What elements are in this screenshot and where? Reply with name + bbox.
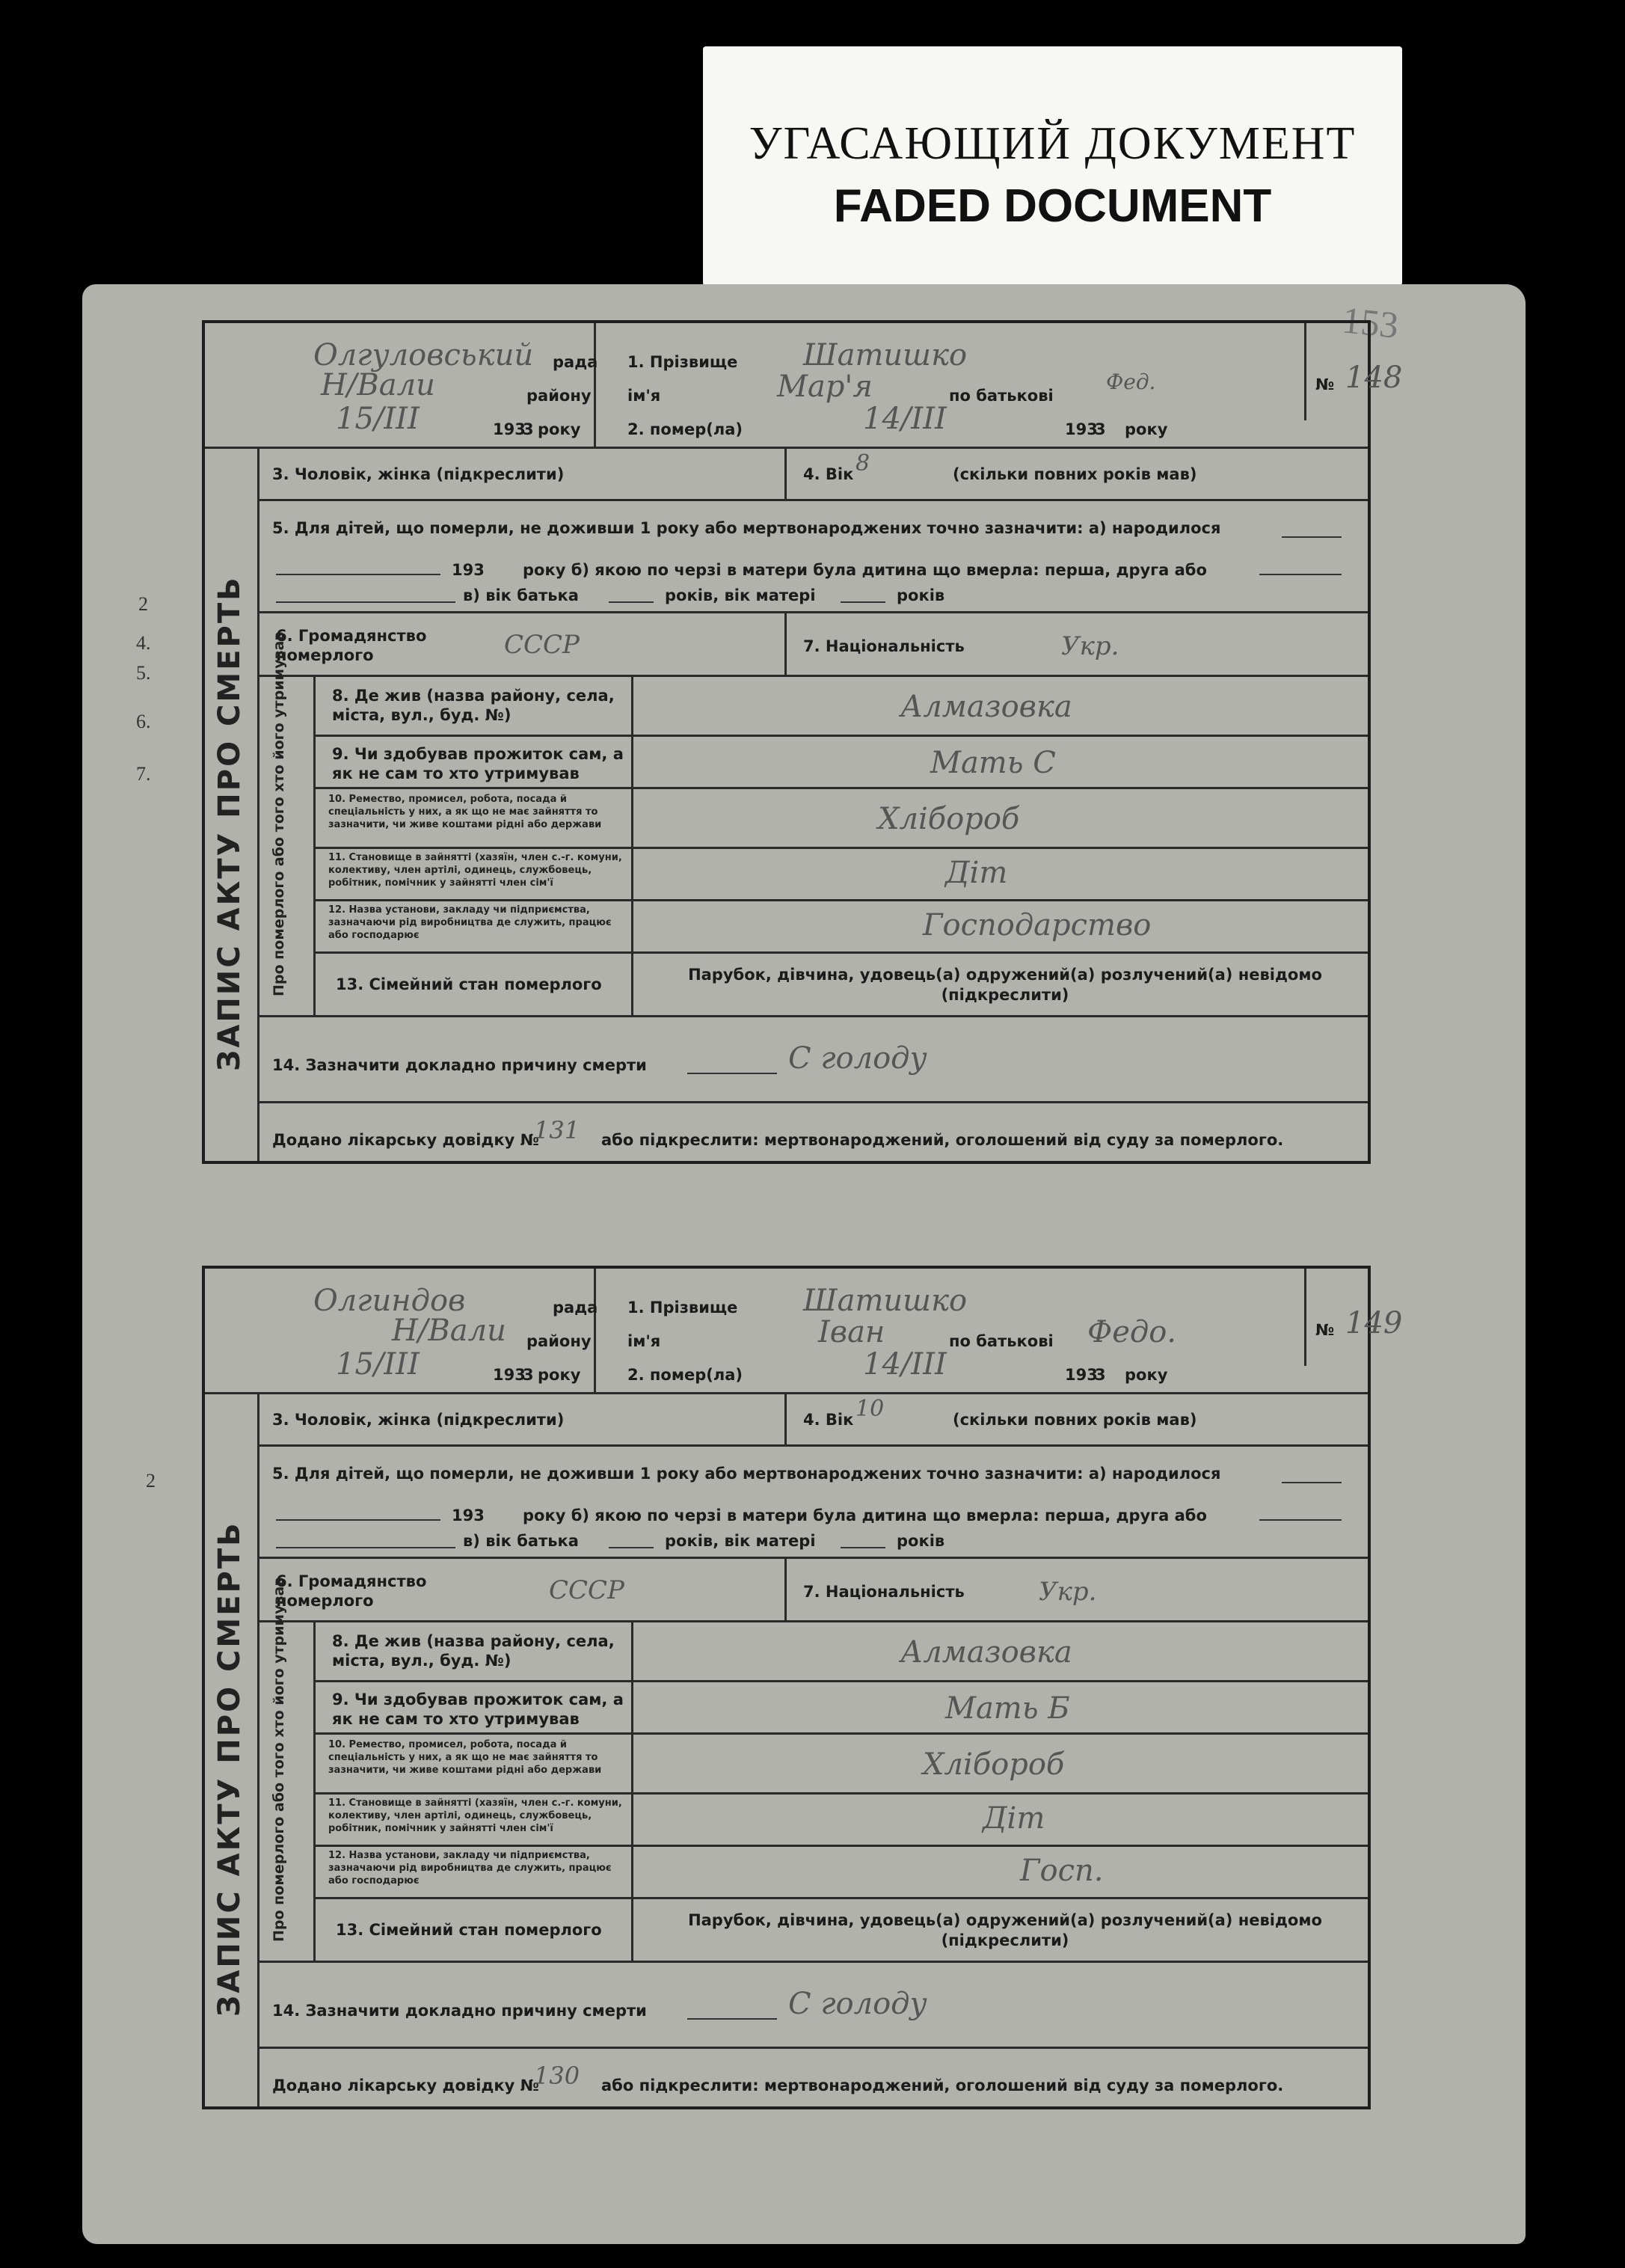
sex-label: 3. Чоловік, жінка (підкреслити) [272,465,565,483]
child-field-c: в) вік батька [463,1532,579,1550]
record-date-value: 15/III [336,1347,420,1382]
number-label: № [1315,376,1335,393]
cause-value: С голоду [788,1987,927,2021]
margin-number: 2 [138,593,148,615]
residence-value: Алмазовка [900,690,1072,724]
occupation-value: Хлібороб [878,802,1020,836]
died-year-digit: 3 [1095,420,1106,438]
died-date-value: 14/III [863,402,947,436]
year-prefix: 193 [493,420,526,438]
citizenship-label: 6. Громадянство померлого [276,1572,427,1610]
occupation-label: 10. Ремество, промисел, робота, посада й спеціальність у них, а як що не має зайняття то зазначити, чи живе коштами рідні або держави [328,794,602,830]
died-label: 2. помер(ла) [627,420,743,438]
position-value: Діт [945,856,1008,890]
marital-options: Парубок, дівчина, удовець(а) одружений(а) розлучений(а) невідомо (підкреслити) [688,1911,1322,1949]
nationality-label: 7. Національність [803,1583,965,1601]
occupation-label: 10. Ремество, промисел, робота, посада й спеціальність у них, а як що не має зайняття то зазначити, чи живе коштами рідні або держави [328,1739,602,1776]
died-year-prefix: 193 [1065,1366,1098,1384]
age-hint: (скільки повних років мав) [953,465,1197,483]
cause-label: 14. Зазначити докладно причину смерти [272,2002,647,2020]
workplace-label: 12. Назва установи, закладу чи підприємства, зазначаючи рід виробництва де служить, працює або господарює [328,904,612,941]
workplace-value: Господарство [923,908,1152,943]
support-label: 9. Чи здобував прожиток сам, а як не сам то хто утримував [332,745,624,782]
workplace-value: Госп. [1020,1854,1104,1888]
age-hint: (скільки повних років мав) [953,1411,1197,1429]
patronymic-value: Фед. [1106,370,1156,394]
margin-number: 7. [136,763,151,785]
certificate-number: 131 [534,1116,580,1144]
child-field-e: років [897,586,945,604]
nationality-value: Укр. [1061,631,1119,661]
residence-label: 8. Де жив (назва району, села, міста, вул., буд. №) [332,687,615,724]
side-subtitle: Про померлого або того хто його утримував [271,631,287,996]
sex-label: 3. Чоловік, жінка (підкреслити) [272,1411,565,1429]
cause-label: 14. Зазначити докладно причину смерти [272,1056,647,1074]
died-date-value: 14/III [863,1347,947,1382]
certificate-number: 130 [534,2062,580,2090]
died-year-label: року [1125,1366,1168,1384]
marital-options: Парубок, дівчина, удовець(а) одружений(а) розлучений(а) невідомо (підкреслити) [688,966,1322,1004]
child-field-d: років, вік матері [665,586,816,604]
died-year-digit: 3 [1095,1366,1106,1384]
side-title: ЗАПИС АКТУ ПРО СМЕРТЬ [212,575,247,1071]
margin-number: 2 [146,1470,156,1492]
name-label: ім'я [627,387,661,405]
certificate-note: або підкреслити: мертвонароджений, оголошений від суду за померлого. [601,1131,1284,1149]
certificate-label: Додано лікарську довідку № [272,2077,539,2094]
child-field-a: 5. Для дітей, що померли, не доживши 1 року або мертвонароджених точно зазначити: а) народилося [272,519,1221,537]
page-number: 153 [1340,298,1401,346]
child-field-d: років, вік матері [665,1532,816,1550]
surname-label: 1. Прізвище [627,353,738,371]
age-value: 10 [855,1396,885,1422]
child-field-b: року б) якою по черзі в матери була дитина що вмерла: перша, друга або [523,561,1207,579]
record-date-value: 15/III [336,402,420,436]
certificate-note: або підкреслити: мертвонароджений, оголошений від суду за померлого. [601,2077,1284,2094]
margin-number: 5. [136,662,151,684]
surname-value: Шатишко [803,338,968,373]
death-record-2 [202,1266,1403,2109]
surname-label: 1. Прізвище [627,1299,738,1317]
faded-document-notice [703,46,1402,286]
age-label: 4. Вік [803,1411,854,1429]
nationality-value: Укр. [1039,1577,1097,1607]
citizenship-value: СССР [504,630,580,660]
patronymic-label: по батькові [949,387,1054,405]
position-label: 11. Становище в зайнятті (хазяїн, член с.-г. комуни, колективу, член артілі, одинець, службовець, робітник, помічник у зайнятті член сім'ї [328,852,622,889]
support-value: Мать Б [945,1691,1070,1726]
rada-value: Олгуловський [313,338,534,373]
workplace-label: 12. Назва установи, закладу чи підприємства, зазначаючи рід виробництва де служить, працює або господарює [328,1850,612,1887]
certificate-label: Додано лікарську довідку № [272,1131,539,1149]
name-label: ім'я [627,1332,661,1350]
support-value: Мать С [930,746,1056,780]
age-value: 8 [855,450,870,476]
year-digit: 3 [523,420,534,438]
occupation-value: Хлібороб [923,1747,1065,1782]
residence-label: 8. Де жив (назва району, села, міста, вул., буд. №) [332,1632,615,1670]
child-year-prefix: 193 [452,1507,485,1524]
residence-value: Алмазовка [900,1635,1072,1670]
surname-value: Шатишко [803,1284,968,1318]
citizenship-label: 6. Громадянство померлого [276,627,427,664]
year-digit: 3 [523,1366,534,1384]
number-label: № [1315,1321,1335,1339]
citizenship-value: СССР [549,1575,624,1605]
child-year-prefix: 193 [452,561,485,579]
margin-number: 4. [136,632,151,654]
patronymic-label: по батькові [949,1332,1054,1350]
name-value: Іван [818,1315,885,1349]
name-value: Мар'я [777,370,873,404]
year-prefix: 193 [493,1366,526,1384]
notice-english: FADED DOCUMENT [833,180,1272,232]
rada-label: рада [553,353,598,371]
patronymic-value: Федо. [1087,1315,1177,1349]
record-number-value: 148 [1345,361,1403,395]
record-number-value: 149 [1345,1306,1403,1340]
raion-value: Н/Вали [392,1314,506,1348]
child-field-c: в) вік батька [463,586,579,604]
raion-label: району [526,387,592,405]
margin-number: 6. [136,711,151,732]
died-label: 2. помер(ла) [627,1366,743,1384]
year-label: року [538,1366,581,1384]
raion-label: району [526,1332,592,1350]
support-label: 9. Чи здобував прожиток сам, а як не сам то хто утримував [332,1691,624,1728]
marital-label: 13. Сімейний стан померлого [336,975,602,993]
cause-value: С голоду [788,1041,927,1076]
side-title: ЗАПИС АКТУ ПРО СМЕРТЬ [212,1521,247,2017]
child-field-b: року б) якою по черзі в матери була дитина що вмерла: перша, друга або [523,1507,1207,1524]
child-field-e: років [897,1532,945,1550]
marital-label: 13. Сімейний стан померлого [336,1921,602,1939]
died-year-prefix: 193 [1065,420,1098,438]
child-field-a: 5. Для дітей, що померли, не доживши 1 року або мертвонароджених точно зазначити: а) народилося [272,1465,1221,1483]
rada-label: рада [553,1299,598,1317]
year-label: року [538,420,581,438]
age-label: 4. Вік [803,465,854,483]
nationality-label: 7. Національність [803,637,965,655]
side-subtitle: Про померлого або того хто його утримував [271,1577,287,1942]
position-label: 11. Становище в зайнятті (хазяїн, член с.-г. комуни, колективу, член артілі, одинець, службовець, робітник, помічник у зайнятті член сім'ї [328,1797,622,1834]
raion-value: Н/Вали [321,368,435,402]
notice-russian: УГАСАЮЩИЙ ДОКУМЕНТ [749,118,1357,169]
died-year-label: року [1125,420,1168,438]
rada-value: Олгиндов [313,1284,466,1318]
position-value: Діт [983,1801,1045,1836]
